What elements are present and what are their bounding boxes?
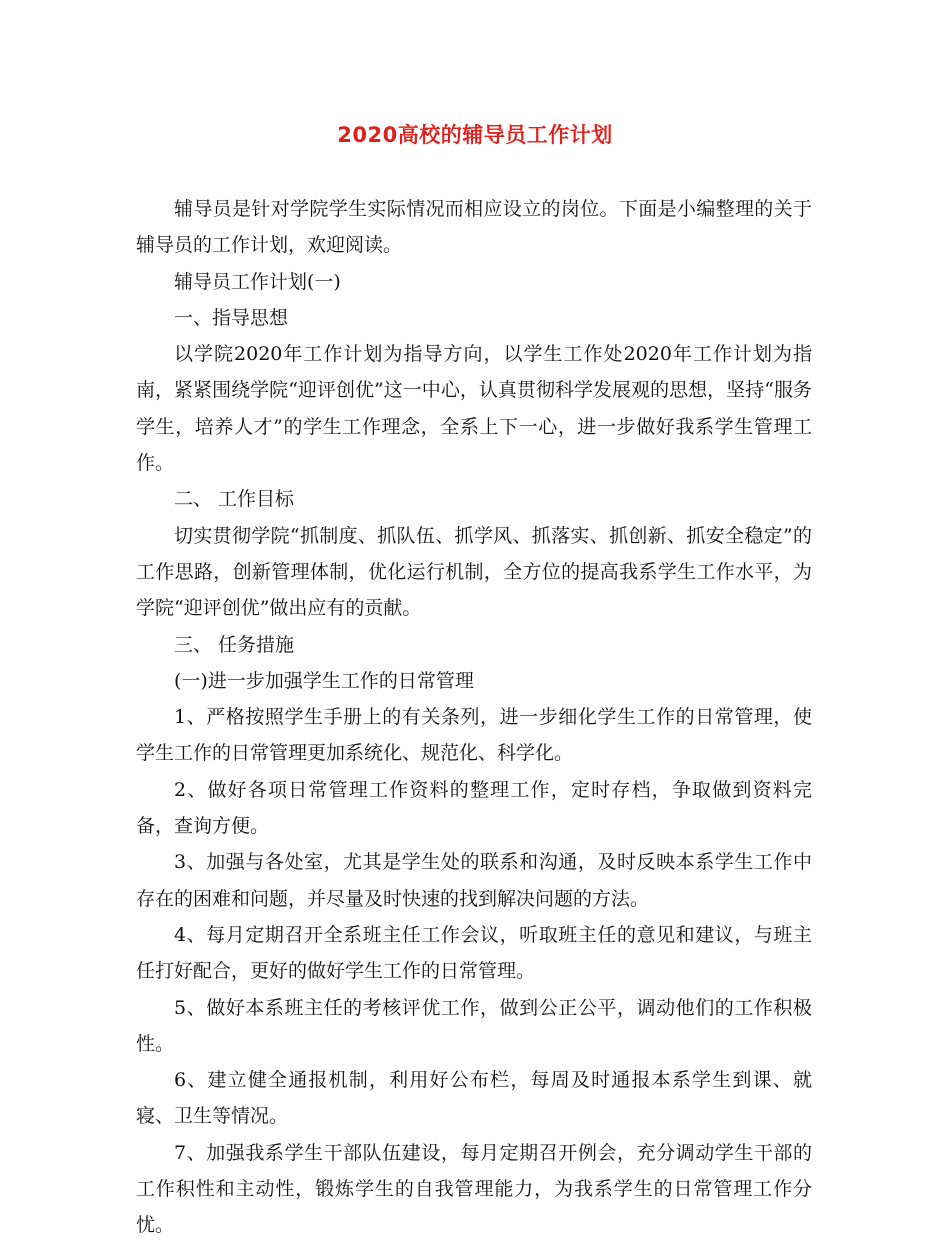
subsection-heading-daily-management: (一)进一步加强学生工作的日常管理	[174, 669, 474, 692]
section-heading-measures: 三、 任务措施	[174, 633, 295, 656]
plan-heading: 辅导员工作计划(一)	[174, 270, 341, 293]
measure-item-2: 2、做好各项日常管理工作资料的整理工作，定时存档，争取做到资料完备，查询方便。	[136, 778, 812, 838]
section-heading-work-goals: 二、 工作目标	[174, 488, 295, 511]
guiding-idea-paragraph: 以学院2020年工作计划为指导方向，以学生工作处2020年工作计划为指南，紧紧围绕学院“迎评创优”这一中心，认真贯彻科学发展观的思想，坚持“服务学生，培养人才”的学生工作理念，全系上下一心，进一步做好我系学生管理工作。	[136, 343, 812, 475]
work-goals-paragraph: 切实贯彻学院“抓制度、抓队伍、抓学风、抓落实、抓创新、抓安全稳定”的工作思路，创新管理体制，优化运行机制，全方位的提高我系学生工作水平，为学院“迎评创优”做出应有的贡献。	[136, 524, 812, 620]
measure-item-5: 5、做好本系班主任的考核评优工作，做到公正公平，调动他们的工作积极性。	[136, 996, 812, 1055]
document-body	[136, 191, 812, 1244]
section-heading-guiding-idea: 一、指导思想	[174, 306, 289, 329]
intro-paragraph: 辅导员是针对学院学生实际情况而相应设立的岗位。下面是小编整理的关于辅导员的工作计划，欢迎阅读。	[136, 198, 812, 257]
measure-item-1: 1、严格按照学生手册上的有关条列，进一步细化学生工作的日常管理，使学生工作的日常管理更加系统化、规范化、科学化。	[136, 706, 812, 765]
measure-item-4: 4、每月定期召开全系班主任工作会议，听取班主任的意见和建议，与班主任打好配合，更好的做好学生工作的日常管理。	[136, 923, 812, 983]
measure-item-7: 7、加强我系学生干部队伍建设，每月定期召开例会，充分调动学生干部的工作积性和主动性，锻炼学生的自我管理能力，为我系学生的日常管理工作分忧。	[136, 1141, 812, 1237]
measure-item-3: 3、加强与各处室，尤其是学生处的联系和沟通，及时反映本系学生工作中存在的困难和问题，并尽量及时快速的找到解决问题的方法。	[136, 851, 812, 910]
measure-item-6: 6、建立健全通报机制，利用好公布栏，每周及时通报本系学生到课、就寝、卫生等情况。	[136, 1069, 812, 1128]
document-title: 2020高校的辅导员工作计划	[337, 123, 613, 147]
